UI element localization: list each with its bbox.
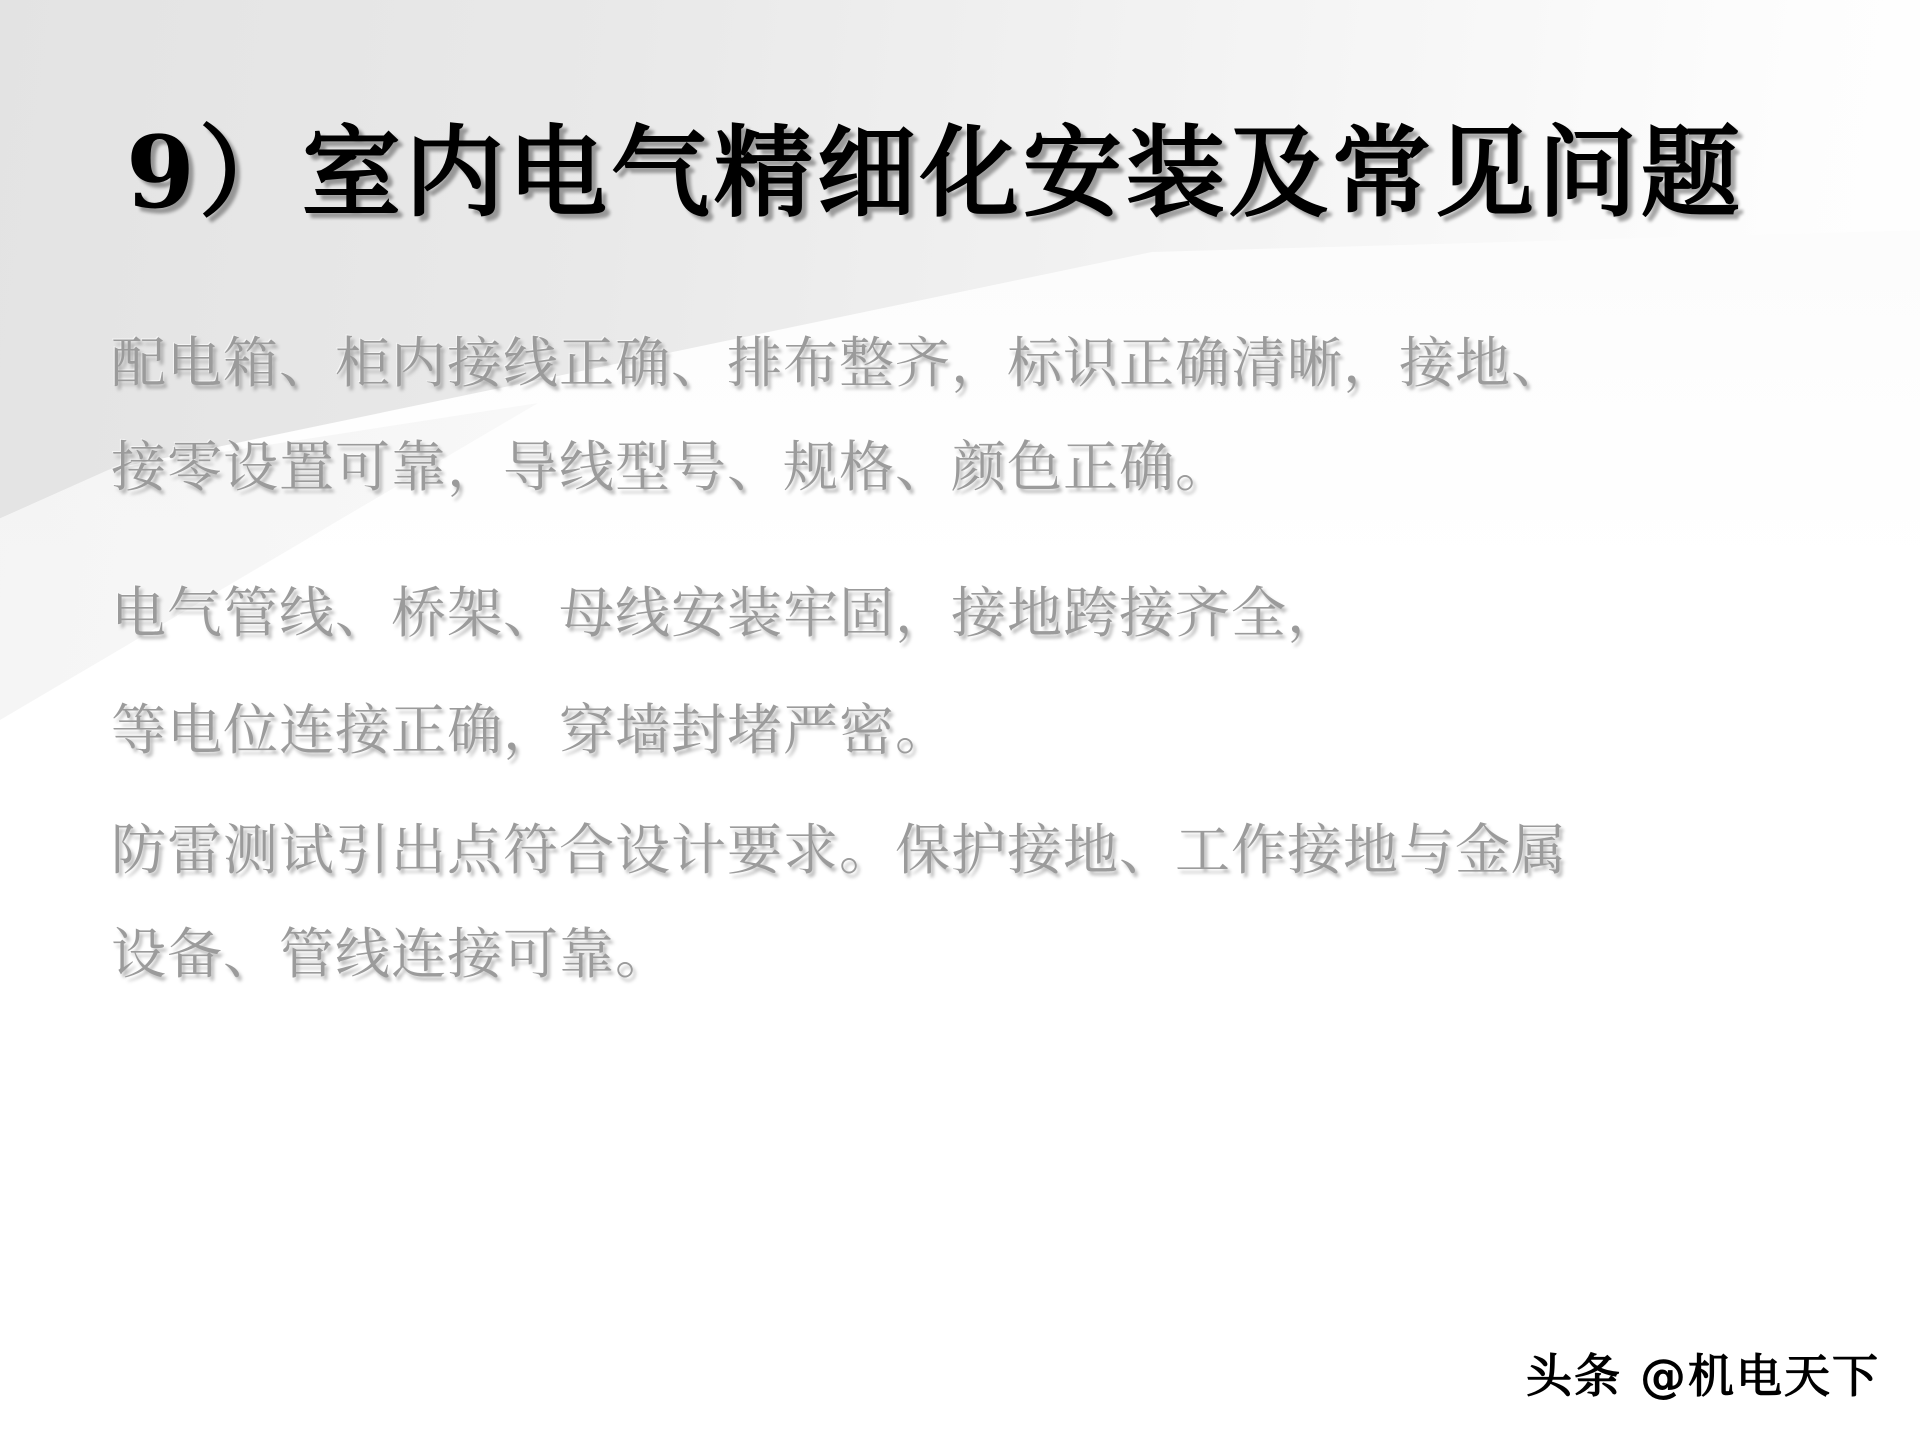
paragraph-conduits-trays <box>111 561 1343 665</box>
toutiao-watermark: 头条 @机电天下 <box>1525 1349 1880 1403</box>
paragraph-distribution-boxes <box>111 311 1567 519</box>
paragraph-line: 配电箱、柜内接线正确、排布整齐，标识正确清晰，接地、 <box>111 331 1568 395</box>
slide-title: 9）室内电气精细化安装及常见问题 <box>126 115 1744 231</box>
paragraph-line: 电气管线、桥架、母线安装牢固，接地跨接齐全， <box>111 581 1344 645</box>
paragraph-equipotential <box>111 678 951 782</box>
paragraph-line: 防雷测试引出点符合设计要求。保护接地、工作接地与金属 <box>111 818 1568 882</box>
paragraph-line: 接零设置可靠，导线型号、规格、颜色正确。 <box>111 435 1232 499</box>
paragraph-line: 等电位连接正确，穿墙封堵严密。 <box>111 698 952 762</box>
paragraph-line: 设备、管线连接可靠。 <box>111 922 672 986</box>
paragraph-lightning-test <box>111 798 1567 1006</box>
